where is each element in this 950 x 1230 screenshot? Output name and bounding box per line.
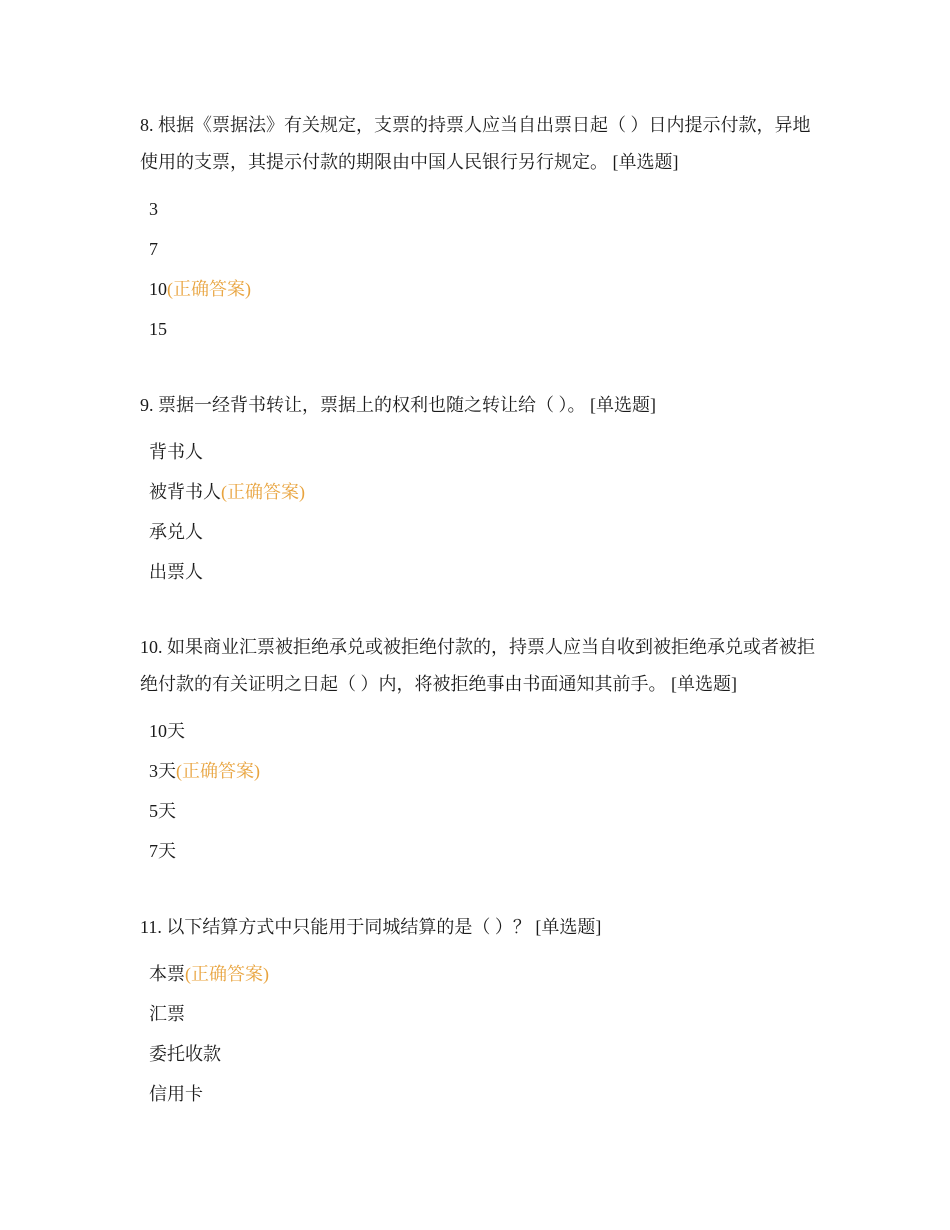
option-label: 汇票 — [149, 1004, 185, 1024]
option-label: 7 — [149, 239, 158, 259]
option-label: 10 — [149, 279, 167, 299]
option-label: 10天 — [149, 721, 185, 741]
question-number: 11. — [140, 917, 162, 937]
option-label: 5天 — [149, 801, 176, 821]
option[interactable] — [149, 831, 820, 871]
option-label: 3 — [149, 199, 158, 219]
option-label: 被背书人 — [149, 482, 221, 502]
option-label: 本票 — [149, 964, 185, 984]
option-label: 7天 — [149, 841, 176, 861]
option[interactable] — [149, 309, 820, 349]
option-list — [140, 432, 820, 592]
option-label: 信用卡 — [149, 1084, 203, 1104]
question-type: [单选题] — [671, 674, 737, 694]
question-number: 10. — [140, 637, 163, 657]
option[interactable] — [149, 552, 820, 592]
option[interactable] — [149, 1034, 820, 1074]
option-list — [140, 954, 820, 1114]
option-label: 3天 — [149, 761, 176, 781]
question-type: [单选题] — [535, 917, 602, 937]
question-body: 根据《票据法》有关规定，支票的持票人应当自出票日起（ ）日内提示付款，异地使用的支票，其提示付款的期限由中国人民银行另行规定。 — [140, 115, 811, 172]
option[interactable] — [149, 472, 820, 512]
option[interactable] — [149, 512, 820, 552]
option[interactable] — [149, 791, 820, 831]
question-type: [单选题] — [590, 395, 656, 415]
option-label: 出票人 — [149, 562, 203, 582]
correct-answer-tag: (正确答案) — [185, 964, 269, 984]
option[interactable] — [149, 189, 820, 229]
option[interactable] — [149, 994, 820, 1034]
question-type: [单选题] — [612, 152, 679, 172]
question-9 — [140, 387, 820, 592]
option-list — [140, 189, 820, 349]
option[interactable] — [149, 954, 820, 994]
option-label: 委托收款 — [149, 1044, 221, 1064]
option[interactable] — [149, 432, 820, 472]
question-number: 8. — [140, 115, 154, 135]
question-text — [140, 909, 820, 946]
question-body: 票据一经背书转让，票据上的权利也随之转让给（ ）。 — [158, 395, 586, 415]
option-list — [140, 711, 820, 871]
option[interactable] — [149, 229, 820, 269]
option-label: 承兑人 — [149, 522, 203, 542]
correct-answer-tag: (正确答案) — [176, 761, 260, 781]
correct-answer-tag: (正确答案) — [167, 279, 251, 299]
question-text — [140, 387, 820, 424]
option-label: 背书人 — [149, 442, 203, 462]
option[interactable] — [149, 269, 820, 309]
question-body: 如果商业汇票被拒绝承兑或被拒绝付款的，持票人应当自收到被拒绝承兑或者被拒绝付款的有关证明之日起（ ）内，将被拒绝事由书面通知其前手。 — [140, 637, 815, 694]
option[interactable] — [149, 711, 820, 751]
correct-answer-tag: (正确答案) — [221, 482, 305, 502]
option[interactable] — [149, 751, 820, 791]
option-label: 15 — [149, 319, 167, 339]
question-text — [140, 107, 820, 181]
question-11 — [140, 909, 820, 1114]
question-text — [140, 629, 820, 703]
question-body: 以下结算方式中只能用于同城结算的是（ ）？ — [166, 917, 531, 937]
question-8 — [140, 107, 820, 349]
question-10 — [140, 629, 820, 871]
option[interactable] — [149, 1074, 820, 1114]
question-number: 9. — [140, 395, 154, 415]
